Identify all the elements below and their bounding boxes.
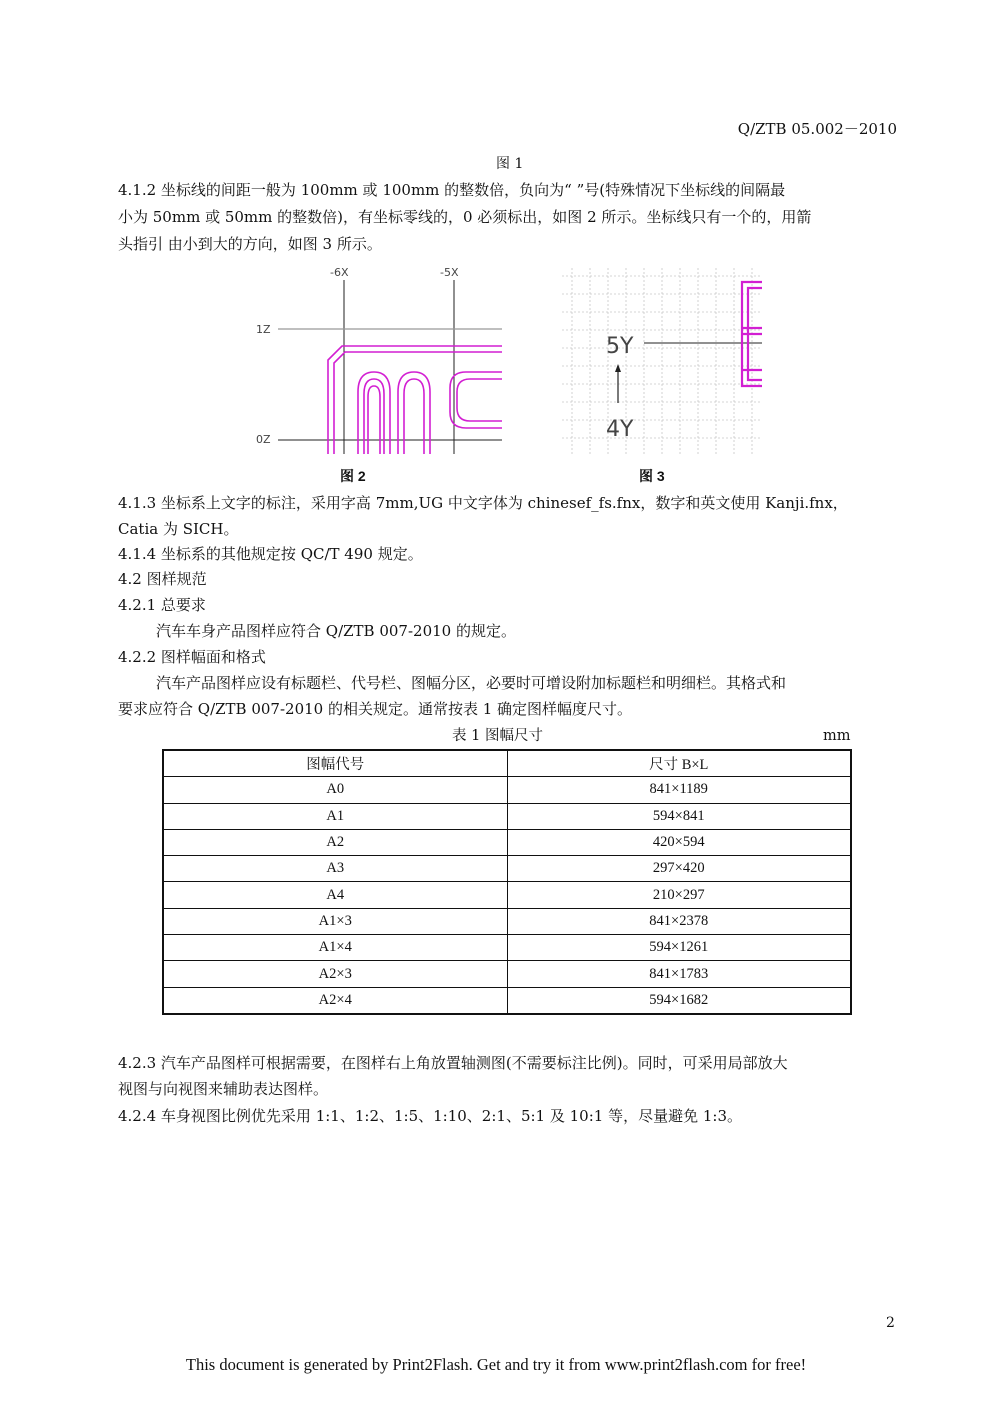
table-row bbox=[163, 908, 851, 934]
section-4-1-3-line1: 4.1.3 坐标系上文字的标注，采用字高 7mm,UG 中文字体为 chinesef_fs.fnx，数字和英文使用 Kanji.fnx， bbox=[118, 494, 848, 512]
table-cell-size: 594×1261 bbox=[507, 935, 851, 961]
fig3-label-y1: 5Y bbox=[606, 334, 634, 359]
table-cell-size: 841×1189 bbox=[507, 777, 851, 803]
fig2-label-x1: -6X bbox=[330, 266, 349, 279]
table-row bbox=[163, 987, 851, 1014]
table-row bbox=[163, 882, 851, 908]
section-4-2-2-line2: 要求应符合 Q/ZTB 007-2010 的相关规定。通常按表 1 确定图样幅度尺寸。 bbox=[118, 700, 633, 718]
table-cell-code: A3 bbox=[163, 856, 507, 882]
table-row bbox=[163, 961, 851, 987]
section-4-2-2-line1: 汽车产品图样应设有标题栏、代号栏、图幅分区，必要时可增设附加标题栏和明细栏。其格式和 bbox=[156, 674, 787, 692]
table-row bbox=[163, 777, 851, 803]
table-cell-code: A2×4 bbox=[163, 987, 507, 1014]
section-4-1-2-line1: 4.1.2 坐标线的间距一般为 100mm 或 100mm 的整数倍，负向为“ ”号(特殊情况下坐标线的间隔最 bbox=[118, 181, 786, 199]
figure-3-caption: 图 3 bbox=[639, 468, 665, 484]
table-cell-size: 841×2378 bbox=[507, 908, 851, 934]
section-4-2-3-line2: 视图与向视图来辅助表达图样。 bbox=[118, 1080, 329, 1098]
table-cell-size: 210×297 bbox=[507, 882, 851, 908]
table-row bbox=[163, 803, 851, 829]
table-cell-code: A2×3 bbox=[163, 961, 507, 987]
figure-3-coordinate-diagram bbox=[562, 268, 762, 454]
page-number: 2 bbox=[886, 1315, 895, 1331]
figure-2-coordinate-diagram bbox=[250, 262, 502, 454]
figure-1-caption: 图 1 bbox=[496, 156, 524, 172]
table-1-caption: 表 1 图幅尺寸 bbox=[452, 728, 543, 744]
section-4-2-3-line1: 4.2.3 汽车产品图样可根据需要，在图样右上角放置轴测图(不需要标注比例)。同时，可采用局部放大 bbox=[118, 1054, 788, 1072]
section-4-2-1-heading: 4.2.1 总要求 bbox=[118, 596, 206, 614]
section-4-2-1-body: 汽车车身产品图样应符合 Q/ZTB 007-2010 的规定。 bbox=[156, 622, 516, 640]
table-cell-size: 841×1783 bbox=[507, 961, 851, 987]
fig3-label-y2: 4Y bbox=[606, 417, 634, 442]
section-4-2-2-heading: 4.2.2 图样幅面和格式 bbox=[118, 648, 266, 666]
section-4-2-heading: 4.2 图样规范 bbox=[118, 570, 207, 588]
table-1-paper-sizes bbox=[162, 749, 852, 1015]
table-cell-size: 297×420 bbox=[507, 856, 851, 882]
table-row bbox=[163, 856, 851, 882]
table-cell-size: 594×841 bbox=[507, 803, 851, 829]
table-cell-code: A1×4 bbox=[163, 935, 507, 961]
table-header-code: 图幅代号 bbox=[163, 750, 507, 777]
document-code: Q/ZTB 05.002－2010 bbox=[737, 120, 897, 138]
table-cell-code: A4 bbox=[163, 882, 507, 908]
figure-2-caption: 图 2 bbox=[340, 468, 366, 484]
table-header-size: 尺寸 B×L bbox=[507, 750, 851, 777]
section-4-1-3-line2: Catia 为 SICH。 bbox=[118, 520, 239, 538]
table-cell-code: A0 bbox=[163, 777, 507, 803]
table-1-unit: mm bbox=[823, 728, 851, 744]
section-4-1-2-line2: 小为 50mm 或 50mm 的整数倍)，有坐标零线的，0 必须标出，如图 2 所示。坐标线只有一个的，用箭 bbox=[118, 208, 812, 226]
fig2-label-y2: 0Z bbox=[256, 433, 271, 446]
table-cell-size: 594×1682 bbox=[507, 987, 851, 1014]
table-row bbox=[163, 935, 851, 961]
table-row bbox=[163, 829, 851, 855]
table-cell-code: A1 bbox=[163, 803, 507, 829]
table-cell-code: A2 bbox=[163, 829, 507, 855]
fig2-label-x2: -5X bbox=[440, 266, 459, 279]
fig2-label-y1: 1Z bbox=[256, 323, 271, 336]
table-cell-size: 420×594 bbox=[507, 829, 851, 855]
section-4-2-4: 4.2.4 车身视图比例优先采用 1:1、1:2、1:5、1:10、2:1、5:1 及 10:1 等，尽量避免 1:3。 bbox=[118, 1107, 742, 1125]
section-4-1-4: 4.1.4 坐标系的其他规定按 QC/T 490 规定。 bbox=[118, 545, 423, 563]
print2flash-footer: This document is generated by Print2Flash. Get and try it from www.print2flash.com for free! bbox=[185, 1355, 807, 1374]
table-cell-code: A1×3 bbox=[163, 908, 507, 934]
section-4-1-2-line3: 头指引 由小到大的方向，如图 3 所示。 bbox=[118, 235, 382, 253]
table-header-row bbox=[163, 750, 851, 777]
